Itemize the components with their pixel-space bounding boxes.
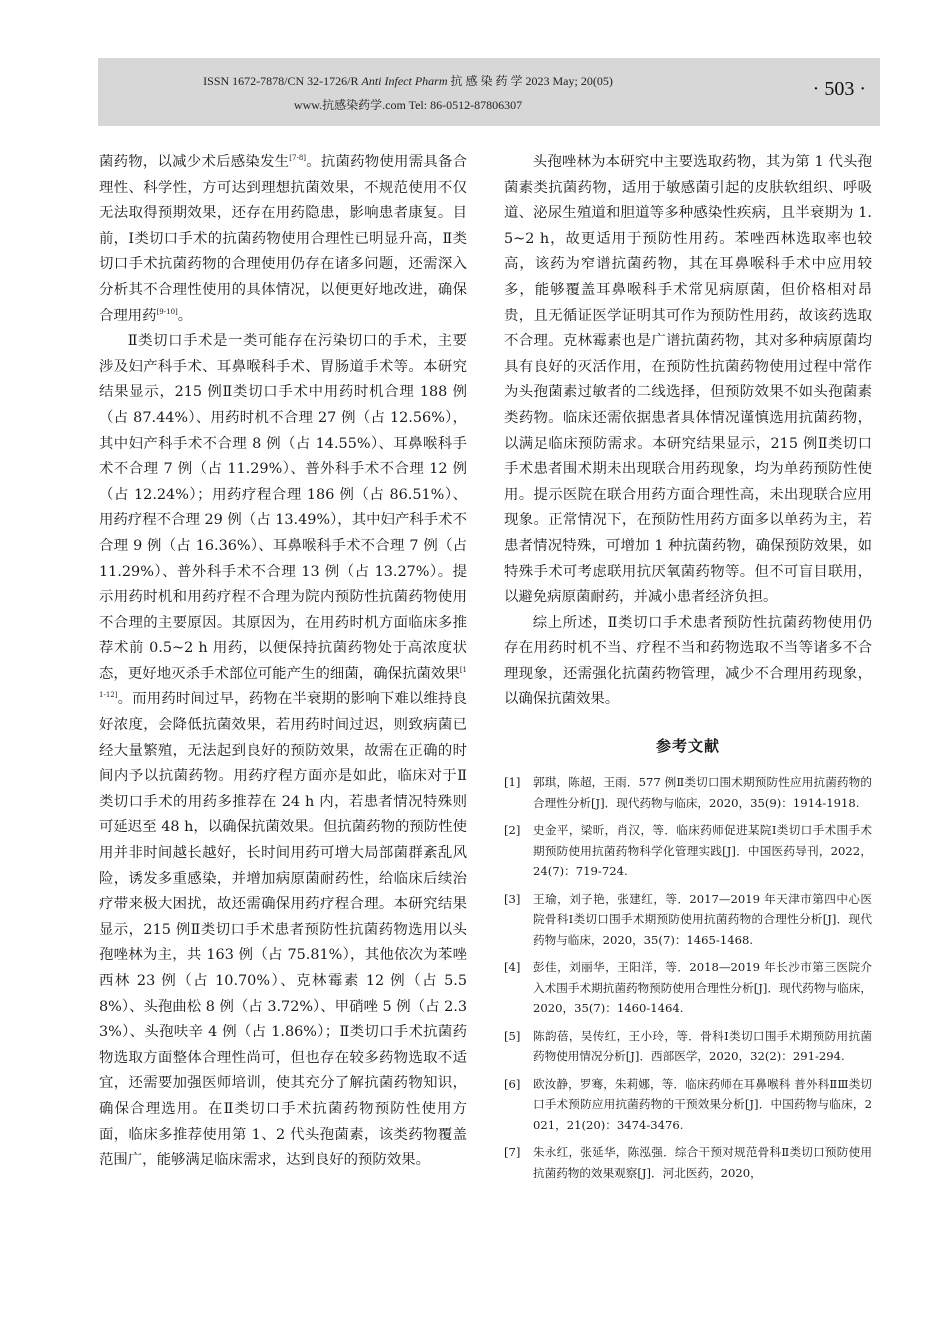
reference-item: [1] 郭琪，陈超，王雨．577 例Ⅱ类切口围术期预防性应用抗菌药物的合理性分析[J]．现代药物与临床，2020，35(9)：1914-1918. bbox=[504, 775, 872, 810]
journal-header bbox=[98, 58, 880, 126]
citation: [9-10] bbox=[156, 307, 178, 316]
left-column bbox=[99, 150, 467, 1174]
references-list bbox=[504, 772, 872, 1183]
page-number: · 503 · bbox=[812, 78, 866, 100]
reference-item: [7] 朱永红，张延华，陈泓强．综合干预对规范骨科Ⅱ类切口预防使用抗菌药物的效果观察[J]．河北医药，2020， bbox=[504, 1145, 872, 1180]
paragraph-2: Ⅱ类切口手术是一类可能存在污染切口的手术，主要涉及妇产科手术、耳鼻喉科手术、胃肠道手术等。本研究结果显示，215 例Ⅱ类切口手术中用药时机合理 188 例（占 87.44%）、用药时机不合理 27 例（占 12.56%），其中妇产科手术不合理 8 例（占 14.55%）、耳鼻喉科手术不合理 7 例（占 11.29%）、普外科手术不合理 12 例（占 12.24%）；用药疗程合理 186 例（占 86.51%）、用药疗程不合理 29 例（占 13.49%），其中妇产科手术不合理 9 例（占 16.36%）、耳鼻喉科手术不合理 7 例（占 11.29%）、普外科手术不合理 13 例（占 13.27%）。提示用药时机和用药疗程不合理为院内预防性抗菌药物使用不合理的主要原因。其原因为，在用药时机方面临床多推荐术前 0.5~2 h 用药，以便保持抗菌药物处于高浓度状态，更好地灭杀手术部位可能产生的细菌，确保抗菌效果[11-12]。而用药时间过早，药物在半衰期的影响下难以维持良好浓度，会降低抗菌效果，若用药时间过迟，则致病菌已经大量繁殖，无法起到良好的预防效果，故需在正确的时间内予以抗菌药物。用药疗程方面亦是如此，临床对于Ⅱ类切口手术的用药多推荐在 24 h 内，若患者情况特殊则可延迟至 48 h，以确保抗菌效果。但抗菌药物的预防性使用并非时间越长越好，长时间用药可增大局部菌群紊乱风险，诱发多重感染，并增加病原菌耐药性，给临床后续治疗带来极大困扰，故还需确保用药疗程合理。本研究结果显示，215 例Ⅱ类切口手术患者预防性抗菌药物选用以头孢唑林为主，共 163 例（占 75.81%），其他依次为苯唑西林 23 例（占 10.70%）、克林霉素 12 例（占 5.58%）、头孢曲松 8 例（占 3.72%）、甲硝唑 5 例（占 2.33%）、头孢呋辛 4 例（占 1.86%）；Ⅱ类切口手术抗菌药物选取方面整体合理性尚可，但也存在较多药物选取不适宜，还需要加强医师培训，使其充分了解抗菌药物知识，确保合理选用。在Ⅱ类切口手术抗菌药物预防性使用方面，临床多推荐使用第 1、2 代头孢菌素，该类药物覆盖范围广，能够满足临床需求，达到良好的预防效果。 bbox=[99, 333, 467, 1169]
paragraph-1: 菌药物，以减少术后感染发生[7-8]。抗菌药物使用需具备合理性、科学性，方可达到理想抗菌效果，不规范使用不仅无法取得预期效果，还存在用药隐患，影响患者康复。目前，Ⅰ类切口手术的抗菌药物使用合理性已明显升高，Ⅱ类切口手术抗菌药物的合理使用仍存在诸多问题，还需深入分析其不合理性使用的具体情况，以便更好地改进，确保合理用药[9-10]。 bbox=[99, 154, 467, 324]
reference-item: [5] 陈韵蓓，吴传红，王小玲，等．骨科Ⅰ类切口围手术期预防用抗菌药物使用情况分析[J]．西部医学，2020，32(2)：291-294. bbox=[504, 1028, 872, 1064]
reference-item: [2] 史金平，梁昕，肖汉，等．临床药师促进某院Ⅰ类切口手术围手术期预防使用抗菌药物科学化管理实践[J]．中国医药导刊，2022，24(7)：719-724. bbox=[504, 823, 872, 879]
header-issn-line: ISSN 1672-7878/CN 32-1726/R Anti Infect Pharm 抗 感 染 药 学 2023 May; 20(05) bbox=[203, 74, 613, 88]
references-title: 参考文献 bbox=[655, 737, 720, 756]
reference-item: [6] 欧汝静，罗骞，朱莉娜，等．临床药师在耳鼻喉科 普外科ⅡⅢ类切口手术预防应用抗菌药物的干预效果分析[J]．中国药物与临床，2021，21(20)：3474-3476. bbox=[504, 1076, 872, 1132]
paragraph-3: 头孢唑林为本研究中主要选取药物，其为第 1 代头孢菌素类抗菌药物，适用于敏感菌引起的皮肤软组织、呼吸道、泌尿生殖道和胆道等多种感染性疾病，且半衰期为 1.5~2 h，故更适用于预防性用药。苯唑西林选取率也较高，该药为窄谱抗菌药物，其在耳鼻喉科手术中应用较多，能够覆盖耳鼻喉科手术常见病原菌，但价格相对昂贵，且无循证医学证明其可作为预防性用药，故该药选取不合理。克林霉素也是广谱抗菌药物，其对多种病原菌均具有良好的灭活作用，在预防性抗菌药物使用过程中常作为头孢菌素过敏者的二线选择，但预防效果不如头孢菌素类药物。临床还需依据患者具体情况谨慎选用抗菌药物，以满足临床预防需求。本研究结果显示，215 例Ⅱ类切口手术患者围术期未出现联合用药现象，均为单药预防性使用。提示医院在联合用药方面合理性高，未出现联合应用现象。正常情况下，在预防性用药方面多以单药为主，若患者情况特殊，可增加 1 种抗菌药物，确保预防效果，如特殊手术可考虑联用抗厌氧菌药物等。但不可盲目联用，以避免病原菌耐药，并减小患者经济负担。 bbox=[504, 154, 872, 606]
citation: [7-8] bbox=[289, 154, 306, 163]
reference-item: [4] 彭佳，刘丽华，王阳洋，等．2018—2019 年长沙市第三医院介入术围手术期抗菌药物预防使用合理性分析[J]．现代药物与临床，2020，35(7)：1460-1464. bbox=[504, 960, 872, 1016]
paragraph-4: 综上所述，Ⅱ类切口手术患者预防性抗菌药物使用仍存在用药时机不当、疗程不当和药物选取不当等诸多不合理现象，还需强化抗菌药物管理，减少不合理用药现象，以确保抗菌效果。 bbox=[504, 614, 872, 708]
reference-item: [3] 王瑜，刘子艳，张建红，等．2017—2019 年天津市第四中心医院骨科Ⅰ类切口围手术期预防使用抗菌药物的合理性分析[J]．现代药物与临床，2020，35(7)：1465-1468. bbox=[504, 891, 872, 947]
right-column bbox=[504, 150, 872, 1190]
header-website-line: www.抗感染药学.com Tel: 86-0512-87806307 bbox=[293, 98, 523, 112]
citation: [11-12] bbox=[99, 666, 467, 700]
